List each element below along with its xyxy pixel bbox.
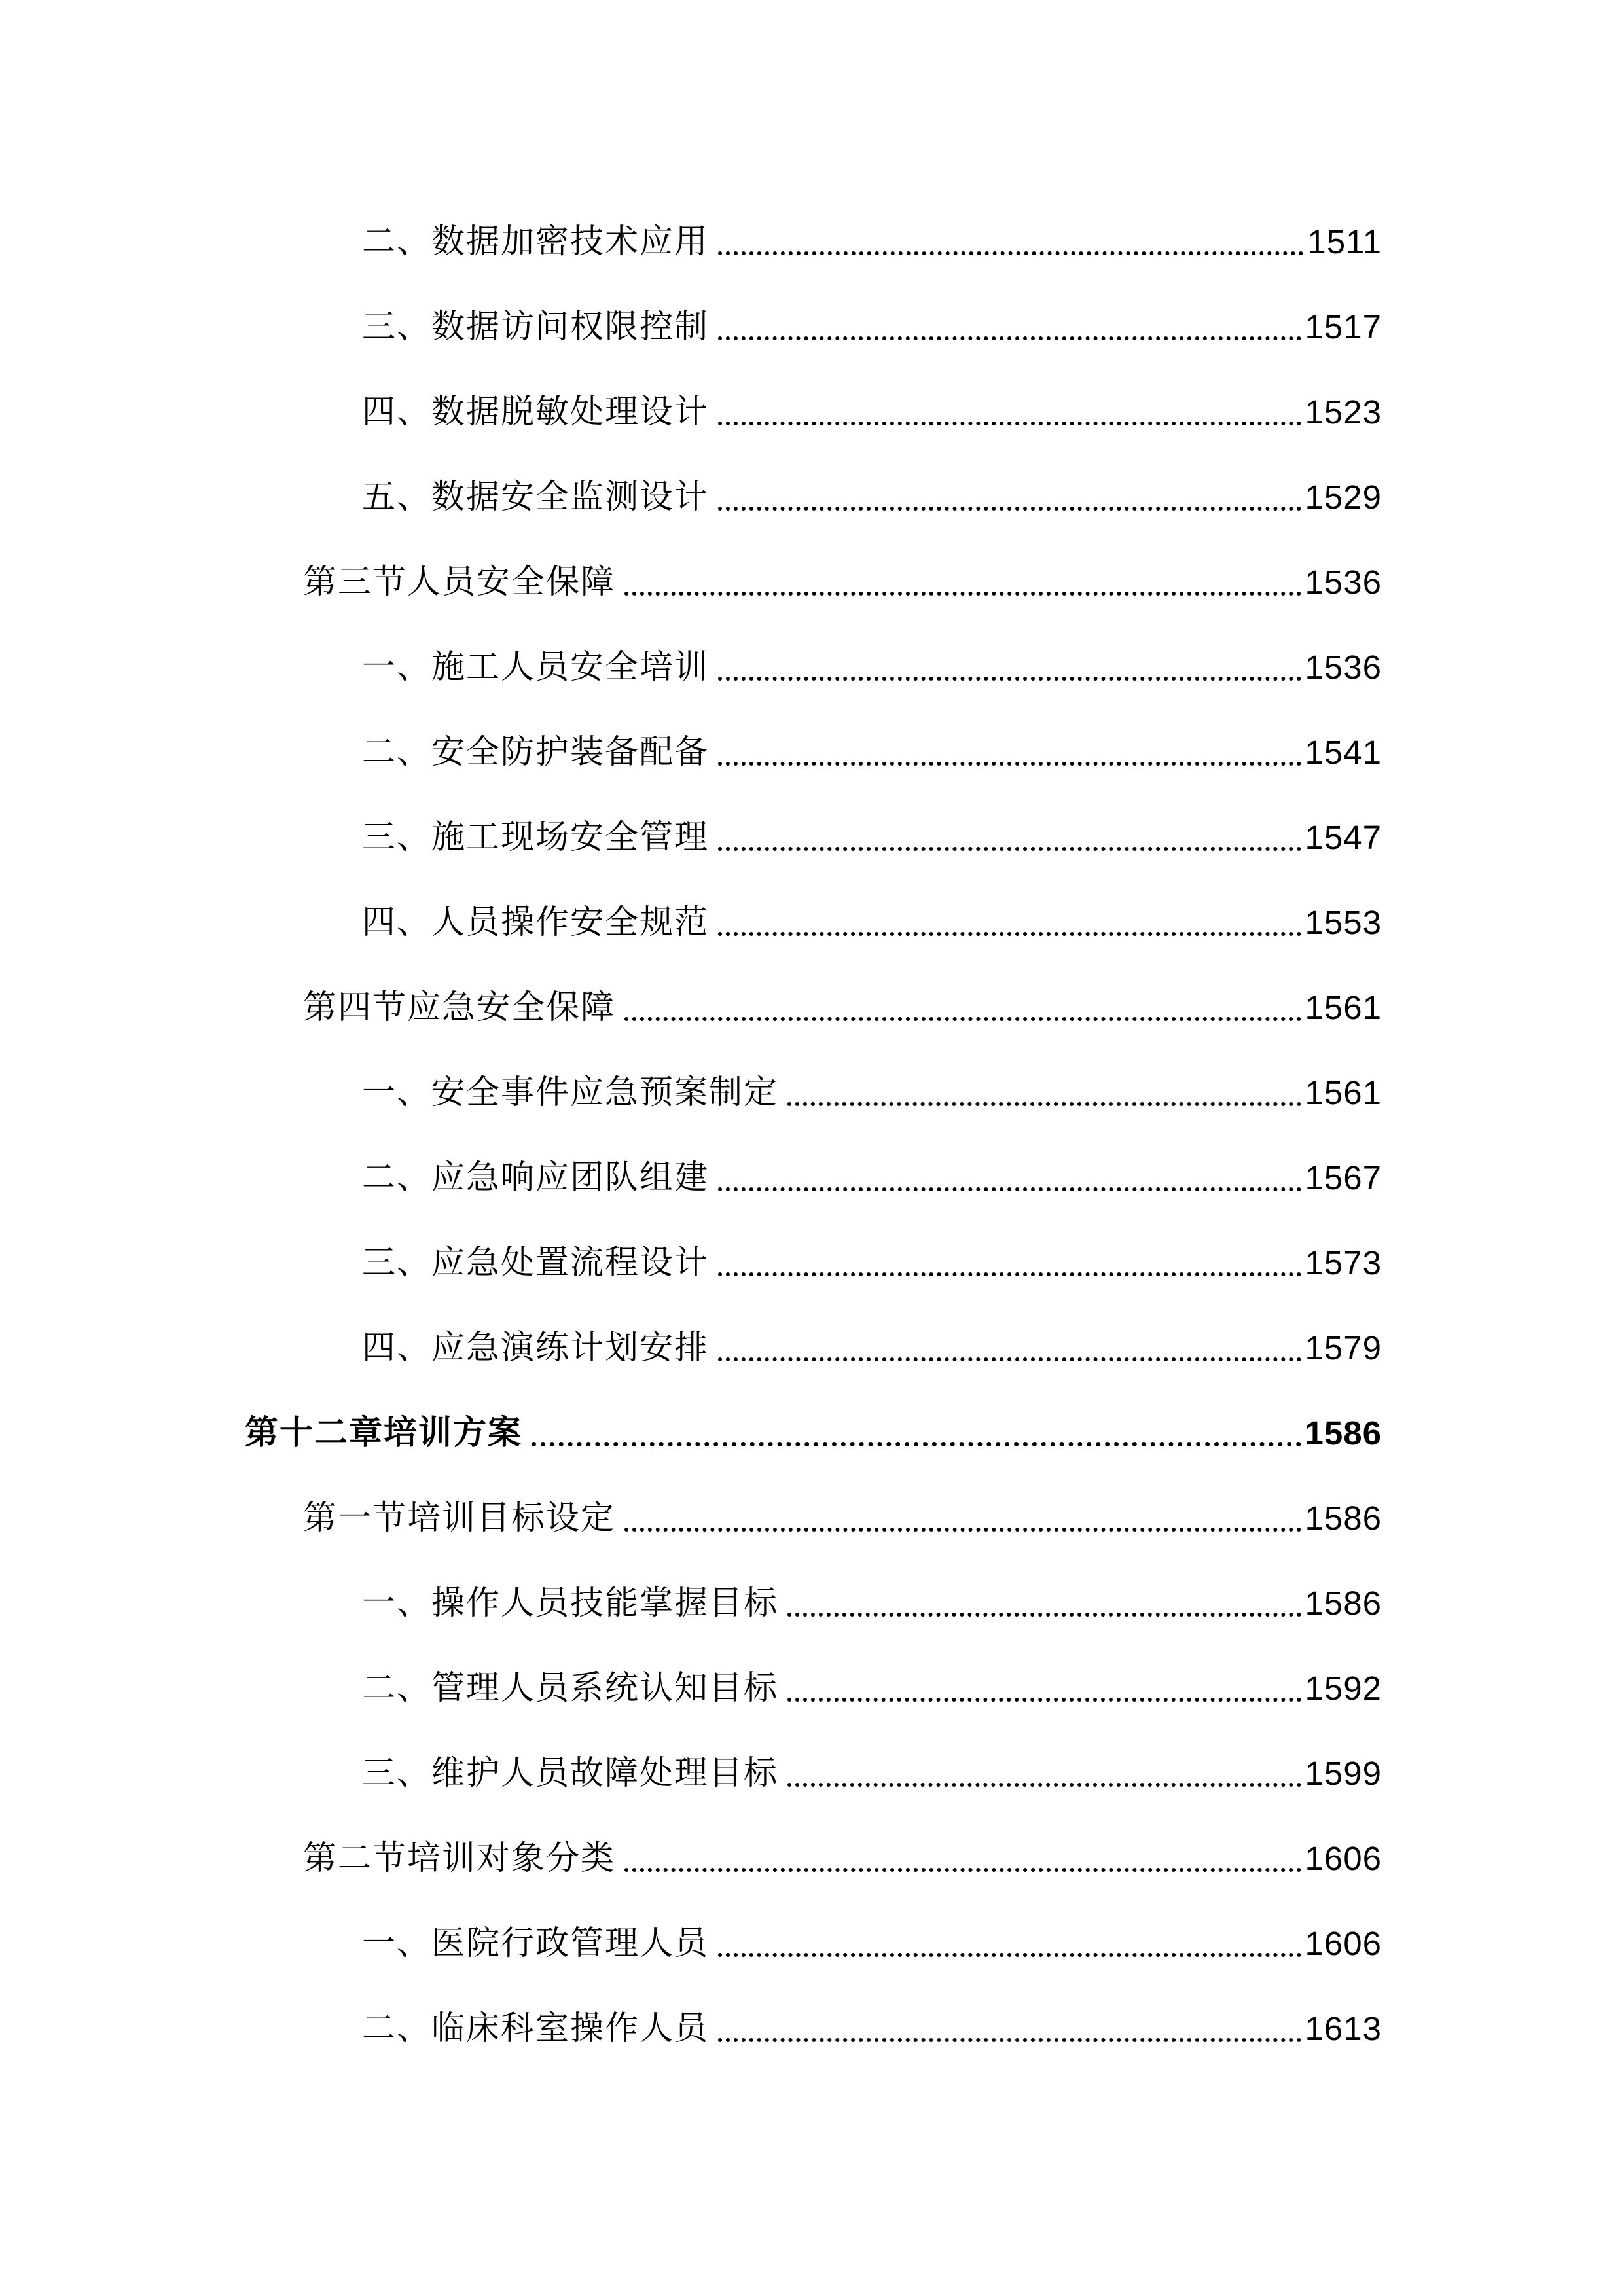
toc-chapter-entry[interactable] <box>245 1401 1382 1453</box>
toc-page-number: 1523 <box>1305 393 1382 431</box>
toc-page-number: 1541 <box>1305 734 1382 771</box>
toc-entry[interactable] <box>362 635 1382 687</box>
toc-page-number: 1567 <box>1305 1159 1382 1196</box>
toc-entry-title: 三、施工现场安全管理 <box>362 818 710 857</box>
toc-entry-title: 第三节人员安全保障 <box>303 563 616 601</box>
toc-entry-title: 一、医院行政管理人员 <box>362 1924 710 1963</box>
toc-entry-title: 三、数据访问权限控制 <box>362 308 710 346</box>
toc-page-number: 1586 <box>1305 1414 1382 1452</box>
toc-page-number: 1599 <box>1305 1755 1382 1792</box>
toc-page-number: 1586 <box>1305 1499 1382 1537</box>
toc-dot-leader <box>624 592 1301 596</box>
toc-entry[interactable] <box>362 209 1382 262</box>
toc-entry[interactable] <box>362 1996 1382 2049</box>
toc-entry[interactable] <box>362 295 1382 347</box>
toc-entry-title: 二、管理人员系统认知目标 <box>362 1669 779 1708</box>
toc-page-number: 1547 <box>1305 819 1382 856</box>
toc-entry[interactable] <box>362 720 1382 772</box>
toc-dot-leader <box>787 1783 1301 1787</box>
toc-page-number: 1553 <box>1305 904 1382 941</box>
toc-page-number: 1586 <box>1305 1585 1382 1622</box>
toc-dot-leader <box>718 422 1301 425</box>
toc-page-number: 1517 <box>1305 308 1382 346</box>
toc-page-number: 1529 <box>1305 478 1382 516</box>
toc-page-number: 1573 <box>1305 1244 1382 1282</box>
toc-page-number: 1536 <box>1305 564 1382 601</box>
toc-entry-title: 第四节应急安全保障 <box>303 988 616 1027</box>
toc-entry[interactable] <box>362 1656 1382 1708</box>
toc-dot-leader <box>624 1868 1301 1872</box>
toc-entry[interactable] <box>362 1571 1382 1623</box>
toc-dot-leader <box>718 507 1301 511</box>
toc-dot-leader <box>624 1528 1301 1532</box>
toc-entry-title: 三、应急处置流程设计 <box>362 1244 710 1282</box>
toc-dot-leader <box>718 932 1301 936</box>
toc-entry-title: 一、施工人员安全培训 <box>362 648 710 687</box>
toc-entry-title: 四、人员操作安全规范 <box>362 903 710 942</box>
toc-section-entry[interactable] <box>303 1486 1382 1538</box>
toc-dot-leader <box>787 1613 1301 1617</box>
toc-page-number: 1592 <box>1305 1670 1382 1707</box>
toc-entry-title: 二、数据加密技术应用 <box>362 223 710 261</box>
toc-entry-title: 二、安全防护装备配备 <box>362 733 710 772</box>
toc-entry-title: 一、安全事件应急预案制定 <box>362 1073 779 1112</box>
toc-entry[interactable] <box>362 1145 1382 1198</box>
toc-entry-title: 第一节培训目标设定 <box>303 1499 616 1537</box>
toc-entry-title: 第十二章培训方案 <box>245 1414 523 1452</box>
toc-dot-leader <box>787 1102 1301 1106</box>
toc-page-number: 1561 <box>1305 1074 1382 1111</box>
toc-page-number: 1561 <box>1305 989 1382 1026</box>
toc-dot-leader <box>532 1442 1301 1446</box>
toc-page-number: 1606 <box>1305 1840 1382 1877</box>
toc-dot-leader <box>718 251 1303 255</box>
toc-entry-title: 四、应急演练计划安排 <box>362 1329 710 1367</box>
toc-entry-title: 五、数据安全监测设计 <box>362 478 710 516</box>
toc-entry[interactable] <box>362 465 1382 517</box>
toc-dot-leader <box>718 1187 1301 1191</box>
toc-dot-leader <box>718 847 1301 851</box>
toc-entry-title: 第二节培训对象分类 <box>303 1839 616 1878</box>
toc-entry[interactable] <box>362 1060 1382 1113</box>
toc-section-entry[interactable] <box>303 975 1382 1028</box>
toc-section-entry[interactable] <box>303 1826 1382 1878</box>
toc-entry[interactable] <box>362 380 1382 432</box>
toc-entry[interactable] <box>362 890 1382 942</box>
toc-dot-leader <box>718 2038 1301 2042</box>
toc-page-number: 1579 <box>1305 1329 1382 1367</box>
toc-entry-title: 二、应急响应团队组建 <box>362 1158 710 1197</box>
toc-dot-leader <box>718 677 1301 681</box>
toc-dot-leader <box>718 336 1301 340</box>
toc-entry-title: 二、临床科室操作人员 <box>362 2009 710 2048</box>
toc-entry-title: 一、操作人员技能掌握目标 <box>362 1584 779 1623</box>
toc-entry[interactable] <box>362 805 1382 857</box>
toc-page-number: 1536 <box>1305 649 1382 686</box>
toc-dot-leader <box>718 1953 1301 1957</box>
toc-page-number: 1511 <box>1307 223 1382 260</box>
toc-entry[interactable] <box>362 1911 1382 1964</box>
toc-entry[interactable] <box>362 1316 1382 1368</box>
toc-dot-leader <box>718 1357 1301 1361</box>
toc-entry-title: 四、数据脱敏处理设计 <box>362 393 710 431</box>
toc-dot-leader <box>787 1698 1301 1702</box>
toc-entry-title: 三、维护人员故障处理目标 <box>362 1754 779 1793</box>
toc-dot-leader <box>624 1017 1301 1021</box>
toc-entry[interactable] <box>362 1230 1382 1283</box>
toc-entry[interactable] <box>362 1741 1382 1793</box>
toc-page-number: 1613 <box>1305 2010 1382 2047</box>
toc-dot-leader <box>718 1272 1301 1276</box>
toc-section-entry[interactable] <box>303 550 1382 602</box>
toc-page-number: 1606 <box>1305 1925 1382 1962</box>
toc-dot-leader <box>718 762 1301 766</box>
